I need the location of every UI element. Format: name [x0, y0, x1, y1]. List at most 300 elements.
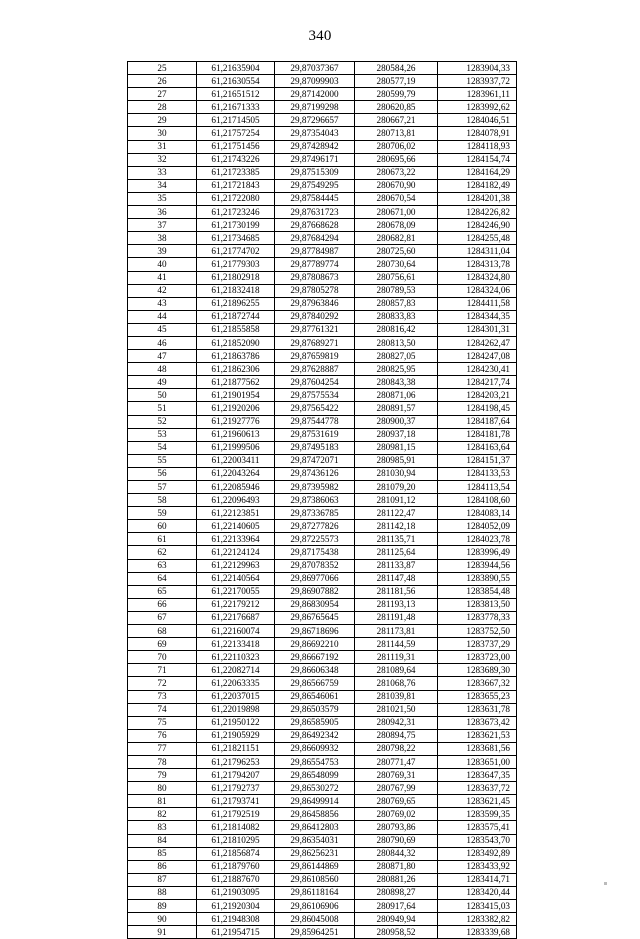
point-number-cell: 66: [128, 598, 197, 611]
x-coordinate-cell: 280798,22: [355, 742, 438, 755]
table-row: [128, 376, 517, 389]
coordinates-table: [127, 61, 517, 939]
point-number-cell: 33: [128, 166, 197, 179]
x-coordinate-cell: 280833,83: [355, 310, 438, 323]
point-number-cell: 74: [128, 703, 197, 716]
table-row: [128, 206, 517, 219]
table-row: [128, 389, 517, 402]
x-coordinate-cell: 280671,00: [355, 206, 438, 219]
x-coordinate-cell: 280871,80: [355, 860, 438, 873]
x-coordinate-cell: 280793,86: [355, 821, 438, 834]
point-number-cell: 47: [128, 350, 197, 363]
latitude-cell: 61,21879760: [197, 860, 275, 873]
point-number-cell: 55: [128, 454, 197, 467]
x-coordinate-cell: 280789,53: [355, 284, 438, 297]
y-coordinate-cell: 1283655,23: [438, 690, 517, 703]
latitude-cell: 61,22043264: [197, 467, 275, 480]
x-coordinate-cell: 280713,81: [355, 127, 438, 140]
y-coordinate-cell: 1283339,68: [438, 926, 517, 939]
point-number-cell: 88: [128, 886, 197, 899]
longitude-cell: 29,87805278: [275, 284, 355, 297]
x-coordinate-cell: 280769,02: [355, 808, 438, 821]
longitude-cell: 29,86256231: [275, 847, 355, 860]
longitude-cell: 29,87963846: [275, 297, 355, 310]
point-number-cell: 77: [128, 742, 197, 755]
y-coordinate-cell: 1284078,91: [438, 127, 517, 140]
y-coordinate-cell: 1283689,30: [438, 664, 517, 677]
table-row: [128, 886, 517, 899]
point-number-cell: 54: [128, 441, 197, 454]
table-row: [128, 546, 517, 559]
latitude-cell: 61,22133964: [197, 533, 275, 546]
latitude-cell: 61,22140605: [197, 520, 275, 533]
latitude-cell: 61,22019898: [197, 703, 275, 716]
y-coordinate-cell: 1284311,04: [438, 245, 517, 258]
point-number-cell: 56: [128, 467, 197, 480]
point-number-cell: 35: [128, 192, 197, 205]
x-coordinate-cell: 280599,79: [355, 88, 438, 101]
longitude-cell: 29,87549295: [275, 179, 355, 192]
longitude-cell: 29,87544778: [275, 415, 355, 428]
latitude-cell: 61,21630554: [197, 75, 275, 88]
latitude-cell: 61,21751456: [197, 140, 275, 153]
longitude-cell: 29,87761321: [275, 323, 355, 336]
latitude-cell: 61,21757254: [197, 127, 275, 140]
table-row: [128, 690, 517, 703]
latitude-cell: 61,21960613: [197, 428, 275, 441]
y-coordinate-cell: 1284255,48: [438, 232, 517, 245]
y-coordinate-cell: 1283992,62: [438, 101, 517, 114]
y-coordinate-cell: 1283631,78: [438, 703, 517, 716]
latitude-cell: 61,21774702: [197, 245, 275, 258]
x-coordinate-cell: 281142,18: [355, 520, 438, 533]
latitude-cell: 61,21901954: [197, 389, 275, 402]
longitude-cell: 29,87784987: [275, 245, 355, 258]
y-coordinate-cell: 1284164,29: [438, 166, 517, 179]
longitude-cell: 29,87078352: [275, 559, 355, 572]
table-row: [128, 363, 517, 376]
x-coordinate-cell: 280881,26: [355, 873, 438, 886]
table-row: [128, 769, 517, 782]
point-number-cell: 86: [128, 860, 197, 873]
table-row: [128, 258, 517, 271]
y-coordinate-cell: 1284247,08: [438, 350, 517, 363]
table-row: [128, 297, 517, 310]
longitude-cell: 29,87395982: [275, 481, 355, 494]
latitude-cell: 61,21651512: [197, 88, 275, 101]
table-row: [128, 755, 517, 768]
point-number-cell: 32: [128, 153, 197, 166]
point-number-cell: 53: [128, 428, 197, 441]
y-coordinate-cell: 1283681,56: [438, 742, 517, 755]
longitude-cell: 29,86412803: [275, 821, 355, 834]
longitude-cell: 29,87684294: [275, 232, 355, 245]
point-number-cell: 73: [128, 690, 197, 703]
y-coordinate-cell: 1283382,82: [438, 913, 517, 926]
y-coordinate-cell: 1283937,72: [438, 75, 517, 88]
table-row: [128, 101, 517, 114]
point-number-cell: 67: [128, 611, 197, 624]
point-number-cell: 57: [128, 481, 197, 494]
table-row: [128, 900, 517, 913]
longitude-cell: 29,87659819: [275, 350, 355, 363]
latitude-cell: 61,21999506: [197, 441, 275, 454]
latitude-cell: 61,21792519: [197, 808, 275, 821]
table-row: [128, 598, 517, 611]
y-coordinate-cell: 1284301,31: [438, 323, 517, 336]
longitude-cell: 29,86566759: [275, 677, 355, 690]
latitude-cell: 61,22082714: [197, 664, 275, 677]
y-coordinate-cell: 1283433,92: [438, 860, 517, 873]
latitude-cell: 61,21723246: [197, 206, 275, 219]
point-number-cell: 41: [128, 271, 197, 284]
point-number-cell: 27: [128, 88, 197, 101]
y-coordinate-cell: 1284151,37: [438, 454, 517, 467]
longitude-cell: 29,86546061: [275, 690, 355, 703]
latitude-cell: 61,21730199: [197, 219, 275, 232]
y-coordinate-cell: 1284133,53: [438, 467, 517, 480]
longitude-cell: 29,86692210: [275, 638, 355, 651]
longitude-cell: 29,86554753: [275, 755, 355, 768]
x-coordinate-cell: 280667,21: [355, 114, 438, 127]
longitude-cell: 29,87436126: [275, 467, 355, 480]
point-number-cell: 72: [128, 677, 197, 690]
latitude-cell: 61,21794207: [197, 769, 275, 782]
x-coordinate-cell: 281125,64: [355, 546, 438, 559]
table-row: [128, 481, 517, 494]
longitude-cell: 29,87428942: [275, 140, 355, 153]
longitude-cell: 29,87631723: [275, 206, 355, 219]
x-coordinate-cell: 281193,13: [355, 598, 438, 611]
latitude-cell: 61,21723385: [197, 166, 275, 179]
latitude-cell: 61,22124124: [197, 546, 275, 559]
latitude-cell: 61,21872744: [197, 310, 275, 323]
point-number-cell: 31: [128, 140, 197, 153]
latitude-cell: 61,21810295: [197, 834, 275, 847]
longitude-cell: 29,87565422: [275, 402, 355, 415]
point-number-cell: 46: [128, 336, 197, 349]
longitude-cell: 29,86977066: [275, 572, 355, 585]
y-coordinate-cell: 1283854,48: [438, 585, 517, 598]
x-coordinate-cell: 280725,60: [355, 245, 438, 258]
y-coordinate-cell: 1283575,41: [438, 821, 517, 834]
latitude-cell: 61,21722080: [197, 192, 275, 205]
x-coordinate-cell: 281030,94: [355, 467, 438, 480]
x-coordinate-cell: 281039,81: [355, 690, 438, 703]
y-coordinate-cell: 1284313,78: [438, 258, 517, 271]
x-coordinate-cell: 280769,31: [355, 769, 438, 782]
x-coordinate-cell: 281135,71: [355, 533, 438, 546]
x-coordinate-cell: 281181,56: [355, 585, 438, 598]
x-coordinate-cell: 280584,26: [355, 62, 438, 75]
y-coordinate-cell: 1283651,00: [438, 755, 517, 768]
point-number-cell: 90: [128, 913, 197, 926]
point-number-cell: 36: [128, 206, 197, 219]
table-row: [128, 88, 517, 101]
x-coordinate-cell: 280917,64: [355, 900, 438, 913]
point-number-cell: 80: [128, 782, 197, 795]
longitude-cell: 29,87472071: [275, 454, 355, 467]
longitude-cell: 29,86118164: [275, 886, 355, 899]
point-number-cell: 63: [128, 559, 197, 572]
y-coordinate-cell: 1284083,14: [438, 507, 517, 520]
table-row: [128, 428, 517, 441]
latitude-cell: 61,21852090: [197, 336, 275, 349]
y-coordinate-cell: 1283961,11: [438, 88, 517, 101]
latitude-cell: 61,21896255: [197, 297, 275, 310]
table-row: [128, 651, 517, 664]
table-row: [128, 703, 517, 716]
latitude-cell: 61,21863786: [197, 350, 275, 363]
page-number: 340: [308, 28, 332, 44]
x-coordinate-cell: 280843,38: [355, 376, 438, 389]
y-coordinate-cell: 1284052,09: [438, 520, 517, 533]
longitude-cell: 29,87808673: [275, 271, 355, 284]
x-coordinate-cell: 281191,48: [355, 611, 438, 624]
latitude-cell: 61,21814082: [197, 821, 275, 834]
table-row: [128, 913, 517, 926]
latitude-cell: 61,21779303: [197, 258, 275, 271]
latitude-cell: 61,22110323: [197, 651, 275, 664]
x-coordinate-cell: 281173,81: [355, 625, 438, 638]
table-row: [128, 860, 517, 873]
y-coordinate-cell: 1284217,74: [438, 376, 517, 389]
table-row: [128, 742, 517, 755]
y-coordinate-cell: 1283637,72: [438, 782, 517, 795]
longitude-cell: 29,87277826: [275, 520, 355, 533]
point-number-cell: 40: [128, 258, 197, 271]
table-row: [128, 153, 517, 166]
point-number-cell: 76: [128, 729, 197, 742]
longitude-cell: 29,86830954: [275, 598, 355, 611]
latitude-cell: 61,21721843: [197, 179, 275, 192]
y-coordinate-cell: 1284262,47: [438, 336, 517, 349]
x-coordinate-cell: 280844,32: [355, 847, 438, 860]
y-coordinate-cell: 1284046,51: [438, 114, 517, 127]
longitude-cell: 29,86606348: [275, 664, 355, 677]
x-coordinate-cell: 280949,94: [355, 913, 438, 926]
x-coordinate-cell: 280900,37: [355, 415, 438, 428]
longitude-cell: 29,87099903: [275, 75, 355, 88]
y-coordinate-cell: 1283647,35: [438, 769, 517, 782]
x-coordinate-cell: 280871,06: [355, 389, 438, 402]
y-coordinate-cell: 1284108,60: [438, 494, 517, 507]
table-row: [128, 271, 517, 284]
latitude-cell: 61,21954715: [197, 926, 275, 939]
y-coordinate-cell: 1284324,80: [438, 271, 517, 284]
latitude-cell: 61,22123851: [197, 507, 275, 520]
y-coordinate-cell: 1283492,89: [438, 847, 517, 860]
point-number-cell: 83: [128, 821, 197, 834]
point-number-cell: 75: [128, 716, 197, 729]
longitude-cell: 29,86108560: [275, 873, 355, 886]
point-number-cell: 50: [128, 389, 197, 402]
y-coordinate-cell: 1284182,49: [438, 179, 517, 192]
y-coordinate-cell: 1284187,64: [438, 415, 517, 428]
y-coordinate-cell: 1284113,54: [438, 481, 517, 494]
table-row: [128, 572, 517, 585]
point-number-cell: 37: [128, 219, 197, 232]
table-row: [128, 782, 517, 795]
y-coordinate-cell: 1283890,55: [438, 572, 517, 585]
y-coordinate-cell: 1283778,33: [438, 611, 517, 624]
longitude-cell: 29,87386063: [275, 494, 355, 507]
x-coordinate-cell: 281119,31: [355, 651, 438, 664]
table-row: [128, 219, 517, 232]
point-number-cell: 49: [128, 376, 197, 389]
point-number-cell: 70: [128, 651, 197, 664]
longitude-cell: 29,86548099: [275, 769, 355, 782]
longitude-cell: 29,87354043: [275, 127, 355, 140]
point-number-cell: 29: [128, 114, 197, 127]
point-number-cell: 38: [128, 232, 197, 245]
x-coordinate-cell: 281091,12: [355, 494, 438, 507]
latitude-cell: 61,21856874: [197, 847, 275, 860]
y-coordinate-cell: 1284154,74: [438, 153, 517, 166]
table-row: [128, 926, 517, 939]
latitude-cell: 61,22003411: [197, 454, 275, 467]
latitude-cell: 61,21821151: [197, 742, 275, 755]
point-number-cell: 42: [128, 284, 197, 297]
x-coordinate-cell: 280894,75: [355, 729, 438, 742]
point-number-cell: 39: [128, 245, 197, 258]
y-coordinate-cell: 1283621,45: [438, 795, 517, 808]
point-number-cell: 45: [128, 323, 197, 336]
table-row: [128, 140, 517, 153]
x-coordinate-cell: 280898,27: [355, 886, 438, 899]
table-row: [128, 795, 517, 808]
latitude-cell: 61,21796253: [197, 755, 275, 768]
latitude-cell: 61,21671333: [197, 101, 275, 114]
table-row: [128, 75, 517, 88]
x-coordinate-cell: 280682,81: [355, 232, 438, 245]
x-coordinate-cell: 281133,87: [355, 559, 438, 572]
longitude-cell: 29,87840292: [275, 310, 355, 323]
y-coordinate-cell: 1284163,64: [438, 441, 517, 454]
table-row: [128, 729, 517, 742]
latitude-cell: 61,22179212: [197, 598, 275, 611]
longitude-cell: 29,86609932: [275, 742, 355, 755]
latitude-cell: 61,21950122: [197, 716, 275, 729]
y-coordinate-cell: 1284246,90: [438, 219, 517, 232]
latitude-cell: 61,21635904: [197, 62, 275, 75]
x-coordinate-cell: 280730,64: [355, 258, 438, 271]
x-coordinate-cell: 281144,59: [355, 638, 438, 651]
latitude-cell: 61,22170055: [197, 585, 275, 598]
table-row: [128, 677, 517, 690]
point-number-cell: 82: [128, 808, 197, 821]
y-coordinate-cell: 1284226,82: [438, 206, 517, 219]
y-coordinate-cell: 1284411,58: [438, 297, 517, 310]
longitude-cell: 29,86503579: [275, 703, 355, 716]
longitude-cell: 29,86907882: [275, 585, 355, 598]
table-row: [128, 62, 517, 75]
longitude-cell: 29,86492342: [275, 729, 355, 742]
point-number-cell: 64: [128, 572, 197, 585]
y-coordinate-cell: 1283667,32: [438, 677, 517, 690]
longitude-cell: 29,86530272: [275, 782, 355, 795]
longitude-cell: 29,87604254: [275, 376, 355, 389]
table-row: [128, 441, 517, 454]
point-number-cell: 84: [128, 834, 197, 847]
longitude-cell: 29,87175438: [275, 546, 355, 559]
table-row: [128, 245, 517, 258]
table-row: [128, 284, 517, 297]
x-coordinate-cell: 281079,20: [355, 481, 438, 494]
latitude-cell: 61,22133418: [197, 638, 275, 651]
longitude-cell: 29,87336785: [275, 507, 355, 520]
longitude-cell: 29,87668628: [275, 219, 355, 232]
y-coordinate-cell: 1283621,53: [438, 729, 517, 742]
table-row: [128, 494, 517, 507]
latitude-cell: 61,22160074: [197, 625, 275, 638]
longitude-cell: 29,86106906: [275, 900, 355, 913]
longitude-cell: 29,86765645: [275, 611, 355, 624]
point-number-cell: 58: [128, 494, 197, 507]
latitude-cell: 61,21920304: [197, 900, 275, 913]
point-number-cell: 48: [128, 363, 197, 376]
point-number-cell: 34: [128, 179, 197, 192]
x-coordinate-cell: 280771,47: [355, 755, 438, 768]
table-row: [128, 834, 517, 847]
table-row: [128, 232, 517, 245]
table-row: [128, 179, 517, 192]
longitude-cell: 29,87531619: [275, 428, 355, 441]
table-row: [128, 166, 517, 179]
y-coordinate-cell: 1283737,29: [438, 638, 517, 651]
x-coordinate-cell: 281122,47: [355, 507, 438, 520]
longitude-cell: 29,85964251: [275, 926, 355, 939]
latitude-cell: 61,21714505: [197, 114, 275, 127]
table-row: [128, 192, 517, 205]
y-coordinate-cell: 1283414,71: [438, 873, 517, 886]
point-number-cell: 61: [128, 533, 197, 546]
latitude-cell: 61,22096493: [197, 494, 275, 507]
longitude-cell: 29,87496171: [275, 153, 355, 166]
x-coordinate-cell: 280769,65: [355, 795, 438, 808]
longitude-cell: 29,87575534: [275, 389, 355, 402]
x-coordinate-cell: 280620,85: [355, 101, 438, 114]
x-coordinate-cell: 280825,95: [355, 363, 438, 376]
point-number-cell: 30: [128, 127, 197, 140]
longitude-cell: 29,87789774: [275, 258, 355, 271]
point-number-cell: 25: [128, 62, 197, 75]
point-number-cell: 26: [128, 75, 197, 88]
table-row: [128, 847, 517, 860]
latitude-cell: 61,22063335: [197, 677, 275, 690]
longitude-cell: 29,86045008: [275, 913, 355, 926]
latitude-cell: 61,21734685: [197, 232, 275, 245]
point-number-cell: 87: [128, 873, 197, 886]
table-row: [128, 664, 517, 677]
y-coordinate-cell: 1283813,50: [438, 598, 517, 611]
point-number-cell: 81: [128, 795, 197, 808]
latitude-cell: 61,21948308: [197, 913, 275, 926]
latitude-cell: 61,22140564: [197, 572, 275, 585]
longitude-cell: 29,86667192: [275, 651, 355, 664]
table-row: [128, 467, 517, 480]
point-number-cell: 62: [128, 546, 197, 559]
longitude-cell: 29,87142000: [275, 88, 355, 101]
table-row: [128, 533, 517, 546]
y-coordinate-cell: 1284230,41: [438, 363, 517, 376]
longitude-cell: 29,87296657: [275, 114, 355, 127]
y-coordinate-cell: 1284201,38: [438, 192, 517, 205]
point-number-cell: 78: [128, 755, 197, 768]
y-coordinate-cell: 1283415,03: [438, 900, 517, 913]
y-coordinate-cell: 1283904,33: [438, 62, 517, 75]
x-coordinate-cell: 280942,31: [355, 716, 438, 729]
